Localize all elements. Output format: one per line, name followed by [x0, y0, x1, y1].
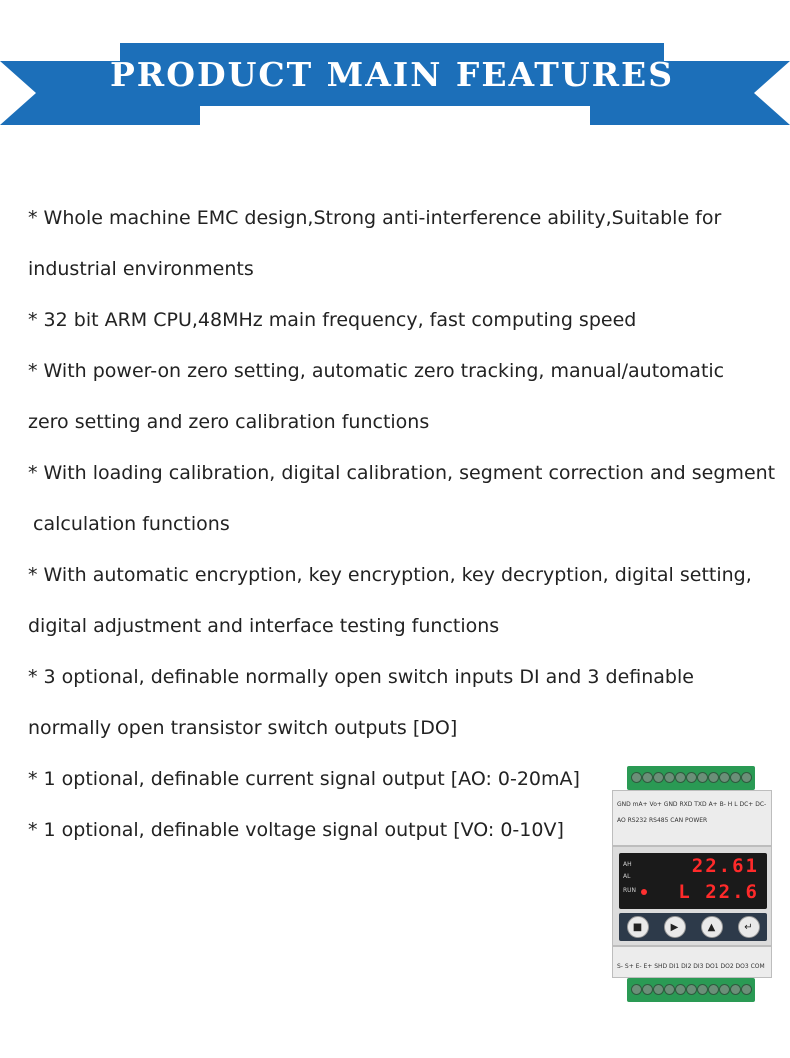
keypad [619, 913, 767, 941]
enter-key [738, 916, 760, 938]
feature-line: * 1 optional, definable current signal output [AO: 0-20mA] [28, 768, 580, 790]
bottom-terminal-block [627, 978, 755, 1002]
screw-icon [664, 772, 675, 783]
page-title: PRODUCT MAIN FEATURES [109, 55, 675, 94]
screw-icon [631, 772, 642, 783]
screw-icon [675, 772, 686, 783]
feature-line: * With automatic encryption, key encryption, key decryption, digital setting, [28, 564, 752, 586]
feature-line: * 3 optional, definable normally open switch inputs DI and 3 definable [28, 666, 694, 688]
banner-box [109, 43, 675, 106]
terminal-group-labels: AO RS232 RS485 CAN POWER [617, 817, 708, 824]
screw-icon [697, 984, 708, 995]
screw-icon [664, 984, 675, 995]
indicator-al: AL [623, 873, 631, 880]
stop-icon: ■ [632, 921, 643, 933]
screw-icon [719, 984, 730, 995]
terminal-labels: GND mA+ Vo+ GND RXD TXD A+ B- H L DC+ DC- [617, 801, 767, 808]
up-key [701, 916, 723, 938]
feature-line: * 32 bit ARM CPU,48MHz main frequency, fast computing speed [28, 309, 637, 331]
screw-icon [653, 984, 664, 995]
housing-bottom [612, 946, 772, 978]
screw-icon [730, 984, 741, 995]
feature-line: digital adjustment and interface testing functions [28, 615, 500, 637]
housing-top [612, 790, 772, 846]
display-line-2: L 22.6 [678, 881, 759, 903]
feature-line: * Whole machine EMC design,Strong anti-interference ability,Suitable for [28, 207, 722, 229]
screw-icon [642, 984, 653, 995]
screw-icon [675, 984, 686, 995]
screw-icon [631, 984, 642, 995]
play-icon: ▶ [670, 921, 679, 933]
top-terminal-block [627, 766, 755, 790]
screw-icon [697, 772, 708, 783]
feature-line: * 1 optional, definable voltage signal output [VO: 0-10V] [28, 819, 564, 841]
bottom-terminal-labels: S- S+ E- E+ SHD DI1 DI2 DI3 DO1 DO2 DO3 COM [617, 963, 765, 970]
indicator-ah: AH [623, 861, 632, 868]
screw-icon [686, 984, 697, 995]
front-panel [612, 846, 772, 946]
feature-line: * With loading calibration, digital calibration, segment correction and segment [28, 462, 776, 484]
up-icon: ▲ [707, 921, 716, 933]
screw-icon [708, 772, 719, 783]
screw-icon [686, 772, 697, 783]
feature-line: * With power-on zero setting, automatic zero tracking, manual/automatic [28, 360, 725, 382]
feature-line: normally open transistor switch outputs [DO] [28, 717, 458, 739]
screw-icon [741, 772, 752, 783]
indicator-run: RUN [623, 887, 637, 894]
display-line-1: 22.61 [691, 855, 759, 877]
product-photo [612, 766, 772, 1006]
feature-line: industrial environments [28, 258, 254, 280]
screw-icon [730, 772, 741, 783]
screw-icon [708, 984, 719, 995]
feature-line: calculation functions [33, 513, 230, 535]
screw-icon [741, 984, 752, 995]
screw-icon [719, 772, 730, 783]
play-key [664, 916, 686, 938]
run-led-icon [641, 889, 647, 895]
stop-key [627, 916, 649, 938]
title-banner [0, 0, 790, 140]
screw-icon [642, 772, 653, 783]
led-display [619, 853, 767, 909]
enter-icon: ↵ [744, 921, 753, 933]
screw-icon [653, 772, 664, 783]
feature-line: zero setting and zero calibration functions [28, 411, 430, 433]
feature-list [28, 194, 778, 857]
